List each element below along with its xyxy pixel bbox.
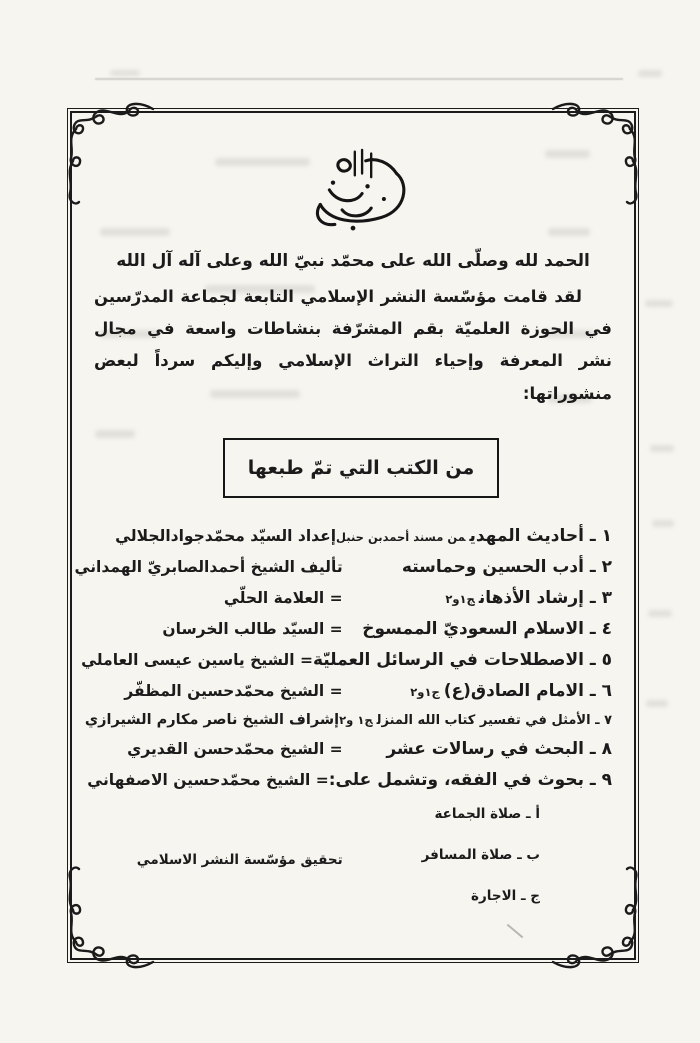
book-title-volume-note: ج١و٢ — [410, 684, 440, 699]
ornamental-border-frame — [67, 108, 639, 963]
book-title: ٢ ـ أدب الحسين وحماسته — [401, 556, 612, 577]
bleedthrough-rule — [95, 78, 623, 80]
book-row — [84, 711, 612, 728]
book-author: = الشيخ محمّدحسين الاصفهاني — [87, 770, 329, 789]
book-row — [94, 619, 612, 639]
book-title: ٧ ـ الأمثل في تفسير كتاب الله المنزلج١ و٢ — [339, 712, 612, 728]
book-author: = الشيخ ياسين عيسى العاملي — [81, 650, 313, 669]
book-title-volume-note: ج١و٢ — [445, 591, 475, 606]
fiqh-subtopic: ج ـ الاجارة — [471, 887, 540, 904]
book-title-volume-note: من مسند أحمدبن حنبل — [336, 529, 466, 544]
book-author: إعداد السيّد محمّدجوادالجلالي — [115, 526, 337, 545]
bleedthrough-mark — [650, 445, 674, 452]
bleedthrough-mark — [652, 520, 674, 527]
book-row — [87, 769, 612, 790]
book-title: ٦ ـ الامام الصادق(ع)ج١و٢ — [410, 680, 612, 701]
list-footer — [94, 806, 612, 929]
bleedthrough-mark — [638, 70, 662, 77]
book-title: ١ ـ أحاديث المهديمن مسند أحمدبن حنبل — [336, 525, 612, 546]
book-author: = الشيخ محمّدحسن القديري — [127, 739, 343, 758]
bleedthrough-mark — [648, 610, 672, 617]
frame-content — [68, 109, 638, 962]
book-author: = العلامة الحلّي — [223, 588, 343, 607]
book-title: ٥ ـ الاصطلاحات في الرسائل العمليّة — [312, 649, 612, 670]
fiqh-subtopic: أ ـ صلاة الجماعة — [434, 805, 540, 822]
section-title-box — [223, 438, 499, 498]
book-title-volume-note: ج١ و٢ — [339, 712, 373, 727]
book-row — [94, 526, 612, 546]
book-row — [94, 588, 612, 608]
book-author: تأليف الشيخ أحمدالصابريّ الهمداني — [74, 557, 343, 576]
book-row — [74, 556, 612, 577]
printed-books-list — [74, 525, 612, 790]
book-title: ٤ ـ الاسلام السعوديّ الممسوخ — [362, 618, 612, 639]
book-author: = الشيخ محمّدحسين المظفّر — [124, 681, 343, 700]
tahqiq-note: تحقيق مؤسّسة النشر الاسلامي — [136, 851, 343, 868]
book-author: إشراف الشيخ ناصر مكارم الشيرازي — [84, 711, 340, 728]
bleedthrough-mark — [110, 70, 140, 76]
book-row — [94, 739, 612, 759]
book-title: ٩ ـ بحوث في الفقه، وتشمل على: — [328, 769, 612, 790]
book-title: ٨ ـ البحث في رسالات عشر — [386, 738, 612, 759]
blessing-line: الحمد لله وصلّى الله على محمّد نبيّ الله وعلى آله آل الله — [116, 251, 590, 271]
bleedthrough-mark — [646, 700, 668, 707]
fiqh-subtopic: ب ـ صلاة المسافر — [421, 846, 540, 863]
book-title: ٣ ـ إرشاد الأذهانج١و٢ — [445, 587, 612, 608]
basmala-calligraphy-icon — [288, 139, 418, 239]
fiqh-subtopics-list — [343, 806, 612, 929]
section-title: من الكتب التي تمّ طبعها — [247, 456, 475, 479]
intro-paragraph: لقد قامت مؤسّسة النشر الإسلامي التابعة لجماعة المدرّسين في الحوزة العلميّة بقم المشرّفة بنشاطات واسعة في مجال نشر المعرفة وإحياء التراث الإسلامي وإليكم سرداً لبعض منشوراتها: — [94, 287, 612, 403]
book-author: = السيّد طالب الخرسان — [162, 619, 343, 638]
book-row — [94, 681, 612, 701]
book-row — [81, 649, 612, 670]
bleedthrough-mark — [645, 300, 673, 307]
